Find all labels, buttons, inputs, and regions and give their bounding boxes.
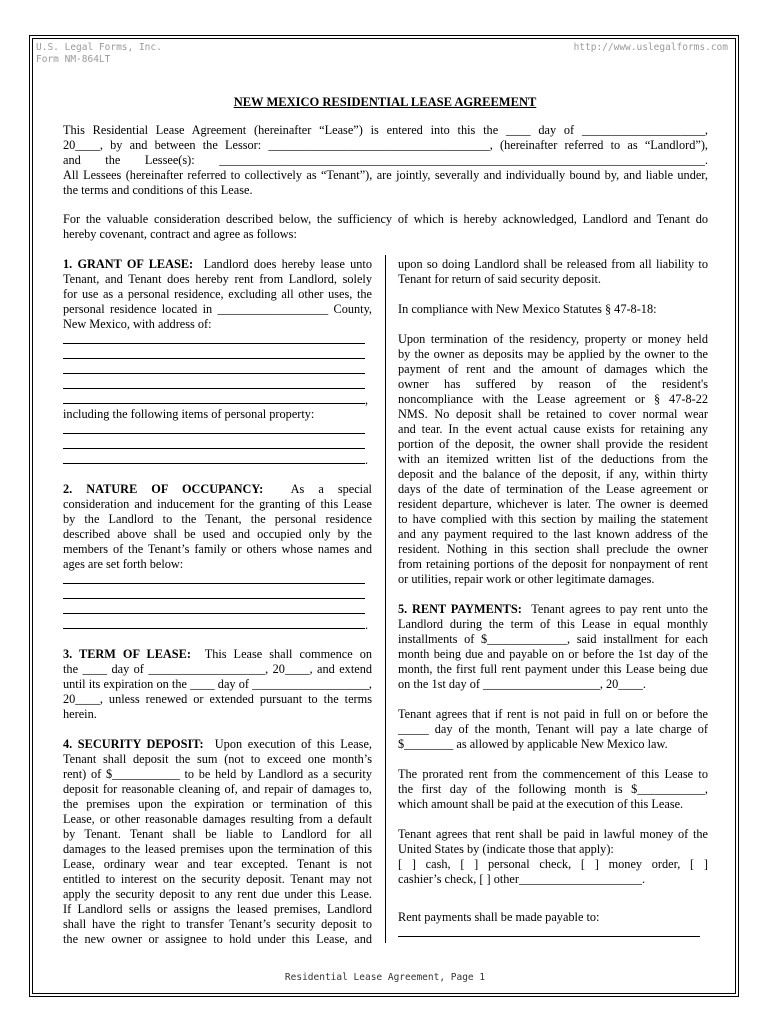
deposit-line: Lease, ordinary wear and tear excepted. Tenant is not [63,857,372,871]
term-first-line [63,647,372,662]
deposit-line: damages to the leased premises upon the termination of this [63,842,372,856]
termination-line: Upon termination of the residency, property or money held [398,332,708,346]
deposit-line: by Tenant. Tenant shall be liable to Landlord for all [63,827,372,841]
termination-line: to have complied with this section by mailing the statement [398,512,708,526]
rent-line: month being due and payable on or before the 1st day of the [398,647,708,661]
property-blank-line[interactable] [63,422,372,437]
termination-line: deposit and the balance of the deposit, if any, within thirty [398,467,708,481]
deposit-line: the premises upon the expiration or termination of this [63,797,372,811]
intro-line: the terms and conditions of this Lease. [63,183,253,197]
grant-text: Landlord does hereby lease unto [203,257,372,271]
occupants-period: . [365,618,369,632]
property-blank-line[interactable] [63,452,372,467]
occupants-blank-line[interactable] [63,572,372,587]
termination-line: resident departure, whichever is later. The owner is deemed [398,497,708,511]
consideration-paragraph [63,212,708,242]
grant-line: Tenant, and Tenant does hereby rent from Landlord, solely [63,272,372,286]
consideration-line: For the valuable consideration described below, the sufficiency of which is hereby acknowledged, Landlord and Tenant do [63,212,708,226]
property-period: . [365,453,369,467]
deposit-heading: 4. SECURITY DEPOSIT: [63,737,204,751]
termination-line: and tear. In the event actual cause exists for retaining any [398,422,708,436]
address-blank-line[interactable] [63,347,372,362]
occupancy-line: ages are set forth below: [63,557,184,571]
deposit-text: Upon execution of this Lease, [214,737,372,751]
payment-checkboxes[interactable]: [ ] cash, [ ] personal check, [ ] money order, [ ] [398,857,708,871]
rent-line: Landlord during the term of this Lease in equal monthly [398,617,708,631]
term-line: until its expiration on the ____ day of ___________________, [63,677,372,691]
statute-reference: In compliance with New Mexico Statutes § 47-8-18: [398,302,657,316]
termination-line: from retaining portions of the deposit for nonpayment of rent [398,557,708,571]
publisher-header [36,42,162,66]
rent-line: month, the first full rent payment under this Lease being due [398,662,708,676]
term-line: herein. [63,707,97,721]
address-comma: , [365,393,369,407]
occupancy-line: consideration and inducement for the granting of this Lease [63,497,372,511]
occupancy-line: members of the Tenant’s family or others whose names and [63,542,372,556]
payable-to-label: Rent payments shall be made payable to: [398,910,600,924]
intro-line: and the Lessee(s): _______________________________________________________________________________. [63,153,708,167]
grant-line: for use as a personal residence, excluding all other uses, the [63,287,372,301]
deposit-line: apply the security deposit to any rent due under this Lease. [63,887,372,901]
occupancy-line: by the Landlord to the Tenant, the personal residence [63,512,372,526]
termination-line: noncompliance with the Lease agreement or § 47-8-22 [398,392,708,406]
intro-line: 20____, by and between the Lessor: ____________________________________, (hereinafter referred to as “Landlord”), [63,138,708,152]
rent-line: on the 1st day of ___________________, 20____. [398,677,646,691]
termination-line: NMS. No deposit shall be retained to cover normal wear [398,407,708,421]
publisher-url[interactable]: http://www.uslegalforms.com [573,42,728,53]
termination-line: portion of the deposit, the owner shall provide the resident [398,437,708,451]
deposit-line: shall have the right to transfer Tenant’s security deposit to [63,917,372,931]
occupancy-text: As a special [290,482,372,496]
left-column [63,257,372,947]
occupants-blank-line[interactable] [63,602,372,617]
payment-method-line: Tenant agrees that rent shall be paid in lawful money of the [398,827,708,841]
address-blank-line[interactable] [63,332,372,347]
termination-line: days of the date of termination of the Lease agreement or [398,482,708,496]
term-line: 20____, unless renewed or extended pursuant to the terms [63,692,372,706]
rent-first-line [398,602,708,617]
late-charge-line: _____ day of the month, Tenant will pay a late charge of [398,722,708,736]
rent-text: Tenant agrees to pay rent unto the [531,602,708,616]
deposit-continued-line: Tenant for return of said security deposit. [398,272,602,286]
occupants-blank-line[interactable] [63,587,372,602]
deposit-line: Lease, or other reasonable damages resulting from a default [63,812,372,826]
payment-method-line: United States by (indicate those that apply): [398,842,614,856]
prorated-line: the first day of the following month is $___________, [398,782,708,796]
deposit-line: deposit for reasonable cleaning of, and repair of damages to, [63,782,372,796]
deposit-continued-line: upon so doing Landlord shall be released from all liability to [398,257,708,271]
late-charge-line: $________ as allowed by applicable New Mexico law. [398,737,668,751]
deposit-line: entitled to interest on the security deposit. Tenant may not [63,872,372,886]
termination-line: by the owner as deposits may be applied by the owner to the [398,347,708,361]
property-label: including the following items of personal property: [63,407,315,421]
payment-checkboxes[interactable]: cashier’s check, [ ] other____________________. [398,872,646,886]
late-charge-line: Tenant agrees that if rent is not paid in full on or before the [398,707,708,721]
property-blank-line[interactable] [63,437,372,452]
rent-heading: 5. RENT PAYMENTS: [398,602,522,616]
grant-line: New Mexico, with address of: [63,317,212,331]
right-column [398,257,708,940]
intro-line: All Lessees (hereinafter referred to collectively as “Tenant”), are jointly, severally and individually bound by, and liable under, [63,168,708,182]
deposit-first-line [63,737,372,752]
prorated-line: which amount shall be paid at the execution of this Lease. [398,797,684,811]
termination-line: payment of rent and the amount of damages which the [398,362,708,376]
publisher-name: U.S. Legal Forms, Inc. [36,42,162,53]
occupants-blank-line[interactable] [63,617,372,632]
intro-paragraph [63,123,708,198]
termination-line: with an itemized written list of the deductions from the [398,452,708,466]
payee-blank-line[interactable] [398,925,708,940]
address-blank-line[interactable] [63,362,372,377]
term-line: the ____ day of ___________________, 20____, and extend [63,662,372,676]
deposit-line: If Landlord sells or assigns the leased premises, Landlord [63,902,372,916]
document-title: NEW MEXICO RESIDENTIAL LEASE AGREEMENT [233,95,537,109]
deposit-line: rent) of $___________ to be held by Landlord as a security [63,767,372,781]
occupancy-line: described above shall be used and occupied only by the [63,527,372,541]
termination-line: or utilities, repair work or other legitimate damages. [398,572,655,586]
column-divider [385,255,386,943]
form-number: Form NM-864LT [36,54,111,65]
term-heading: 3. TERM OF LEASE: [63,647,191,661]
grant-line: personal residence located in __________________ County, [63,302,372,316]
occupancy-first-line [63,482,372,497]
term-text: This Lease shall commence on [204,647,372,661]
grant-heading: 1. GRANT OF LEASE: [63,257,194,271]
occupancy-heading: 2. NATURE OF OCCUPANCY: [63,482,264,496]
prorated-line: The prorated rent from the commencement of this Lease to [398,767,708,781]
rent-line: installments of $_____________, said installment for each [398,632,708,646]
consideration-line: hereby covenant, contract and agree as follows: [63,227,297,241]
deposit-line: Tenant shall deposit the sum (not to exceed one month’s [63,752,372,766]
address-blank-line[interactable] [63,392,372,407]
address-blank-line[interactable] [63,377,372,392]
grant-first-line [63,257,372,272]
intro-line: This Residential Lease Agreement (hereinafter “Lease”) is entered into this the ____ day of ____________________, [63,123,708,137]
termination-line: and any payment required to the last known address of the [398,527,708,541]
termination-line: owner has suffered by reason of the resident's [398,377,708,391]
page-footer: Residential Lease Agreement, Page 1 [284,972,486,983]
deposit-line: the new owner or assignee to hold under this Lease, and [63,932,372,946]
termination-line: resident. Nothing in this section shall preclude the owner [398,542,708,556]
